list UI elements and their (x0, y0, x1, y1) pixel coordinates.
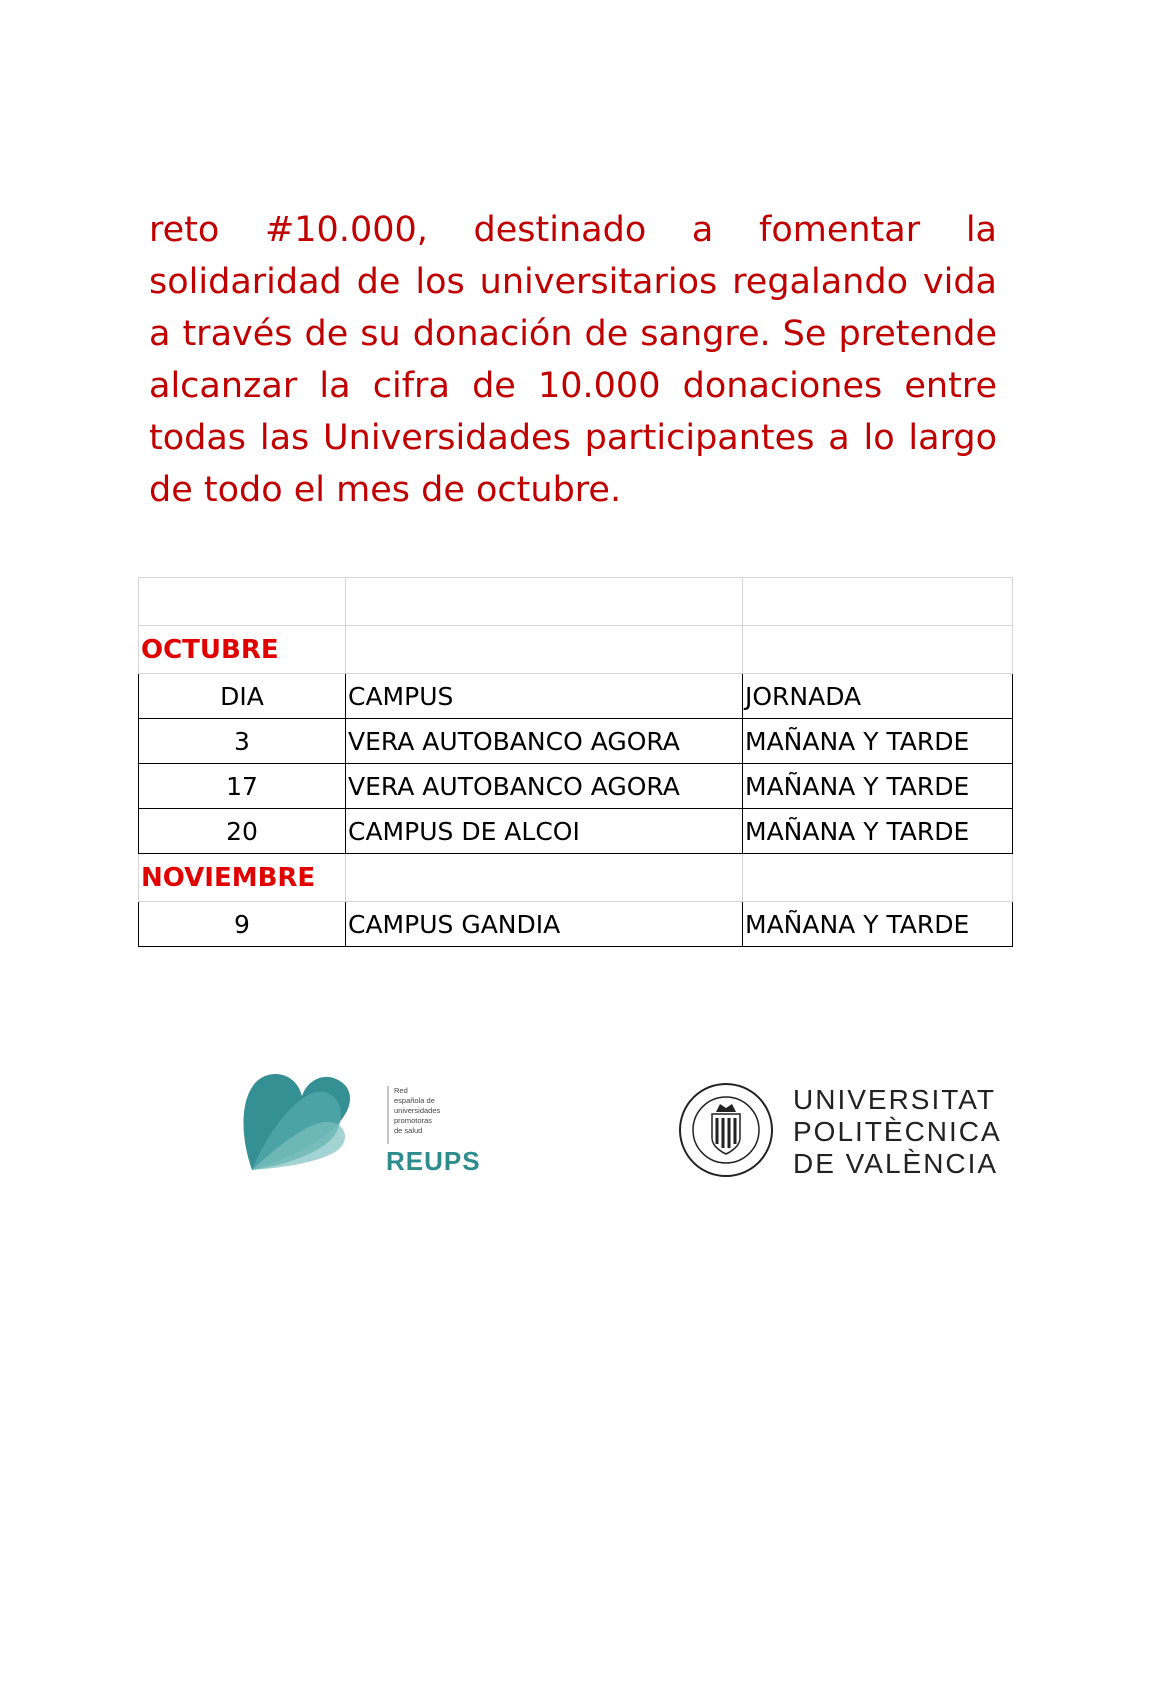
header-campus: CAMPUS (346, 674, 743, 719)
reups-name: REUPS (386, 1146, 481, 1176)
cell-campus: VERA AUTOBANCO AGORA (346, 719, 743, 764)
month-label-octubre: OCTUBRE (141, 634, 279, 665)
cell-campus: VERA AUTOBANCO AGORA (346, 764, 743, 809)
reups-tagline: Red española de universidades promotoras de salud (394, 1086, 441, 1135)
cell-day: 20 (139, 809, 346, 854)
upv-wordmark: UNIVERSITAT POLITÈCNICA DE VALÈNCIA (793, 1084, 1002, 1179)
table-header-row (139, 674, 1013, 719)
cell-shift: MAÑANA Y TARDE (743, 809, 1013, 854)
cell-day: 3 (139, 719, 346, 764)
donation-schedule-table (138, 577, 1013, 947)
cell-day: 17 (139, 764, 346, 809)
table-row-empty (139, 578, 1013, 626)
cell-shift: MAÑANA Y TARDE (743, 719, 1013, 764)
table-row (139, 719, 1013, 764)
header-shift: JORNADA (743, 674, 1013, 719)
intro-paragraph: reto #10.000, destinado a fomentar la solidaridad de los universitarios regalando vida a través de su donación de sangre. Se pretende alcanzar la cifra de 10.000 donaciones entre todas las Universidades participantes a lo largo de todo el mes de octubre. (149, 210, 997, 510)
cell-campus: CAMPUS GANDIA (346, 902, 743, 947)
logos-footer (0, 1050, 1149, 1190)
month-label-noviembre: NOVIEMBRE (141, 862, 316, 893)
month-row-octubre (139, 626, 1013, 674)
cell-shift: MAÑANA Y TARDE (743, 764, 1013, 809)
header-day: DIA (139, 674, 346, 719)
cell-campus: CAMPUS DE ALCOI (346, 809, 743, 854)
cell-day: 9 (139, 902, 346, 947)
month-row-noviembre (139, 854, 1013, 902)
cell-shift: MAÑANA Y TARDE (743, 902, 1013, 947)
table-row (139, 809, 1013, 854)
table-row (139, 764, 1013, 809)
table-row (139, 902, 1013, 947)
upv-seal-icon (676, 1080, 786, 1180)
